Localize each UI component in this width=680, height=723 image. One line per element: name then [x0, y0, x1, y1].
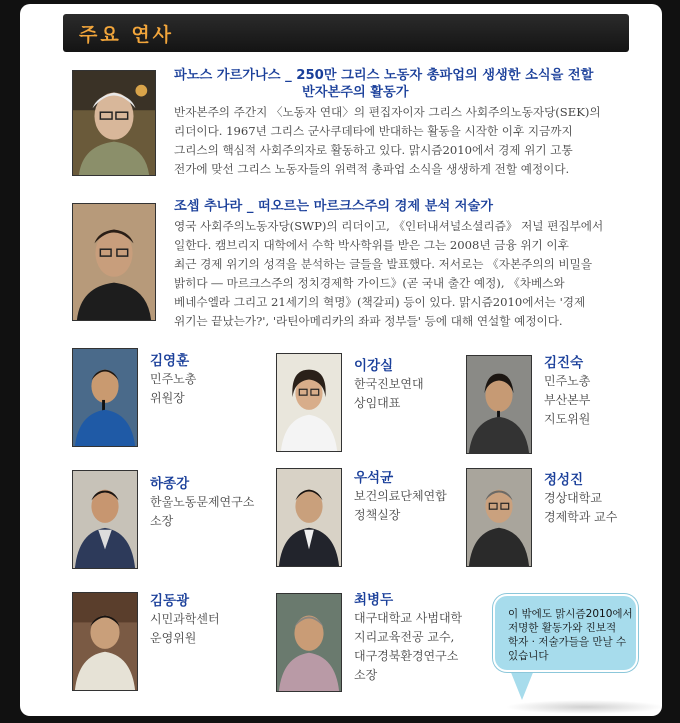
speaker-name: 김동광	[150, 593, 190, 609]
bubble-text: 학자 · 저술가들을 만날 수	[508, 636, 627, 648]
section-header	[63, 14, 629, 52]
speaker-photo	[276, 468, 342, 567]
speaker-name: 최병두	[354, 592, 394, 608]
speaker-photo	[466, 355, 532, 454]
featured-speaker-title: 파노스 가르가나스 _ 250만 그리스 노동자 총파업의 생생한 소식을 전할	[174, 68, 594, 83]
speaker-name: 하종강	[150, 476, 190, 492]
speaker-name: 이강실	[354, 358, 394, 374]
speaker-affiliation: 대구대학교 사범대학 지리교육전공 교수, 대구경북환경연구소 소장	[354, 611, 463, 682]
bubble-text: 있습니다	[508, 650, 549, 662]
speaker-name: 정성진	[544, 472, 584, 488]
featured-speaker-title-cont: 반자본주의 활동가	[302, 85, 409, 100]
speaker-affiliation: 민주노총 부산본부 지도위원	[544, 374, 591, 426]
speaker-affiliation: 한울노동문제연구소 소장	[150, 495, 255, 528]
speaker-name: 김영훈	[150, 353, 190, 369]
speaker-affiliation: 시민과학센터 운영위원	[150, 612, 220, 645]
section-title: 주요 연사	[79, 24, 175, 46]
speaker-photo	[276, 593, 342, 692]
speaker-affiliation: 경상대학교 경제학과 교수	[544, 491, 618, 524]
speech-bubble-tail	[510, 670, 534, 700]
speaker-photo	[72, 592, 138, 691]
speech-bubble	[493, 594, 638, 672]
speaker-photo	[72, 348, 138, 447]
bubble-shadow	[505, 700, 665, 714]
bubble-text: 저명한 활동가와 진보적	[508, 622, 617, 634]
speaker-affiliation: 민주노총 위원장	[150, 372, 197, 405]
speaker-affiliation: 보건의료단체연합 정책실장	[354, 489, 447, 522]
featured-speaker-title: 조셉 추나라 _ 떠오르는 마르크스주의 경제 분석 저술가	[174, 199, 493, 214]
speaker-photo	[466, 468, 532, 567]
speaker-affiliation: 한국진보연대 상임대표	[354, 377, 424, 410]
featured-speaker-desc: 반자본주의 주간지 〈노동자 연대〉의 편집자이자 그리스 사회주의노동자당(SEK)의 리더이다. 1967년 그리스 군사쿠데타에 반대하는 활동을 시작한 이후 지금까지 그리스의 핵심적 사회주의자로 활동하고 있다. 맑시즘2010에서 경제 위기 고통 전가에 맞선 그리스 노동자들의 위력적 총파업 소식을 생생하게 전할 예정이다.	[174, 105, 601, 176]
speaker-name: 김진숙	[544, 355, 584, 371]
speaker-name: 우석균	[354, 470, 394, 486]
speaker-photo	[72, 203, 156, 321]
bubble-text: 이 밖에도 맑시즘2010에서	[508, 608, 633, 620]
speaker-photo	[72, 470, 138, 569]
speaker-photo	[276, 353, 342, 452]
featured-speaker-desc: 영국 사회주의노동자당(SWP)의 리더이고, 《인터내셔널소셜리즘》 저널 편집부에서 일한다. 캠브리지 대학에서 수학 박사학위를 받은 그는 2008년 금융 위기 이후 최근 경제 위기의 성격을 분석하는 글들을 발표했다. 저서로는 《자본주의의 비밀을 밝히다 ― 마르크스주의 정치경제학 가이드》(곧 국내 출간 예정), 《차베스와 베네수엘라 그리고 21세기의 혁명》(책갈피) 등이 있다. 맑시즘2010에서는 '경제 위기는 끝났는가?', '라틴아메리카의 좌파 정부들' 등에 대해 연설할 예정이다.	[174, 219, 604, 328]
speaker-photo	[72, 70, 156, 176]
